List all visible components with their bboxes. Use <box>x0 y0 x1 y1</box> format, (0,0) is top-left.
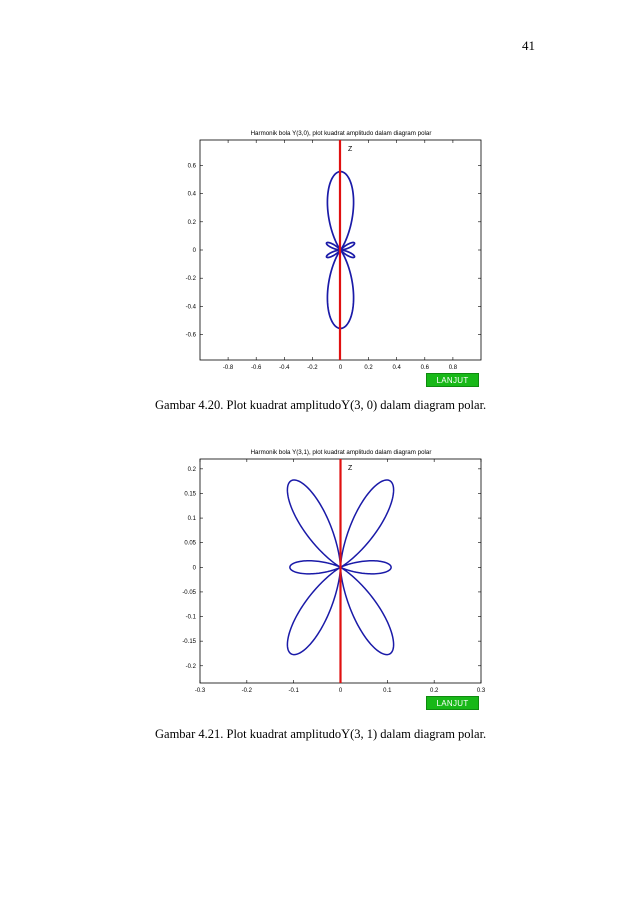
y-tick-label: 0.6 <box>187 163 196 170</box>
lanjut-button[interactable]: LANJUT <box>426 696 479 710</box>
x-tick-label: -0.1 <box>288 688 299 694</box>
y-tick-label: 0.1 <box>187 516 196 523</box>
x-tick-label: 0.8 <box>448 365 458 371</box>
figure-caption: Gambar 4.21. Plot kuadrat amplitudoY(3, 1) dalam diagram polar. <box>155 727 487 741</box>
x-tick-label: 0.3 <box>476 688 486 694</box>
plot-title: Harmonik bola Y(3,0), plot kuadrat amplitudo dalam diagram polar <box>250 130 432 137</box>
y-tick-label: -0.2 <box>185 663 196 670</box>
x-tick-label: -0.2 <box>241 688 253 694</box>
y-tick-label: -0.15 <box>182 639 196 646</box>
y-tick-label: -0.4 <box>185 304 196 311</box>
z-axis-label: Z <box>348 146 353 153</box>
x-tick-label: 0 <box>338 688 343 694</box>
y-tick-label: -0.1 <box>185 614 196 621</box>
x-tick-label: -0.3 <box>194 688 206 694</box>
figure-y31 <box>155 448 500 713</box>
x-tick-label: -0.6 <box>251 365 262 371</box>
y-tick-label: 0 <box>192 565 196 572</box>
y-tick-label: -0.2 <box>185 276 196 283</box>
y-tick-label: 0.2 <box>187 466 196 473</box>
y-tick-label: 0 <box>192 248 196 254</box>
x-tick-label: 0 <box>338 365 343 371</box>
page-number: 41 <box>522 38 535 53</box>
y-tick-label: 0.4 <box>187 191 196 198</box>
x-tick-label: -0.8 <box>222 365 234 371</box>
x-tick-label: 0.2 <box>364 365 373 371</box>
y-tick-label: 0.2 <box>187 219 196 226</box>
lanjut-button[interactable]: LANJUT <box>426 373 479 387</box>
y-tick-label: -0.05 <box>182 589 196 596</box>
z-axis-label: Z <box>348 465 353 472</box>
x-tick-label: -0.2 <box>307 365 318 371</box>
plot-title: Harmonik bola Y(3,1), plot kuadrat amplitudo dalam diagram polar <box>250 449 432 456</box>
figure-y30 <box>155 129 500 391</box>
y-tick-label: 0.15 <box>184 491 196 498</box>
figure-caption: Gambar 4.20. Plot kuadrat amplitudoY(3, 0) dalam diagram polar. <box>155 398 487 412</box>
x-tick-label: 0.1 <box>383 688 392 694</box>
polar-plot-y30 <box>155 129 500 391</box>
polar-plot-y31 <box>155 448 500 713</box>
y-tick-label: 0.05 <box>184 540 196 547</box>
x-tick-label: 0.2 <box>429 688 439 694</box>
x-tick-label: 0.6 <box>420 365 429 371</box>
x-tick-label: -0.4 <box>279 365 290 371</box>
y-tick-label: -0.6 <box>185 332 196 339</box>
x-tick-label: 0.4 <box>392 365 401 371</box>
